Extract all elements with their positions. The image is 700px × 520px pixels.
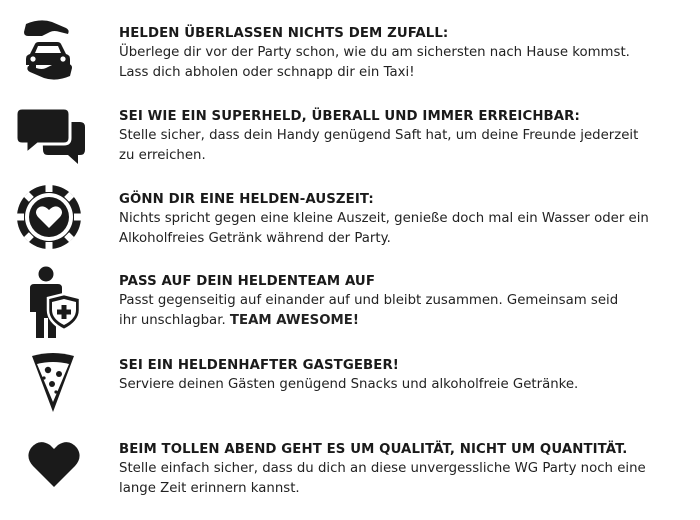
tip-1-body xyxy=(119,43,689,82)
heart-chip-icon xyxy=(16,184,82,250)
tip-4-line-1: Passt gegenseitig auf einander auf und bleibt zusammen. Gemeinsam seid xyxy=(119,293,619,308)
tip-5-body xyxy=(119,375,689,395)
tip-5-text xyxy=(119,356,689,395)
tip-3-text xyxy=(119,190,689,248)
tip-1-text xyxy=(119,24,689,82)
tip-4-title: PASS AUF DEIN HELDENTEAM AUF xyxy=(119,274,376,289)
tip-1-line-2: Lass dich abholen oder schnapp dir ein Taxi! xyxy=(119,64,415,80)
tip-2-line-1: Stelle sicher, dass dein Handy genügend Saft hat, um deine Freunde jederzeit xyxy=(119,128,639,143)
tip-1-line-1: Überlege dir vor der Party schon, wie du am sichersten nach Hause kommst. xyxy=(119,45,630,60)
tip-6-line-2: lange Zeit erinnern kannst. xyxy=(119,480,300,496)
tip-2-line-2: zu erreichen. xyxy=(119,147,206,163)
tip-3-line-1: Nichts spricht gegen eine kleine Auszeit, genieße doch mal ein Wasser oder ein xyxy=(119,211,649,226)
tip-4-text xyxy=(119,272,689,330)
tip-2-title: SEI WIE EIN SUPERHELD, ÜBERALL UND IMMER ERREICHBAR: xyxy=(119,109,580,124)
person-shield-icon xyxy=(30,266,82,340)
tip-4-line-2 xyxy=(119,311,689,331)
tip-1-title: HELDEN ÜBERLASSEN NICHTS DEM ZUFALL: xyxy=(119,26,449,41)
team-awesome-text: TEAM AWESOME! xyxy=(229,312,359,328)
tip-5-title: SEI EIN HELDENHAFTER GASTGEBER! xyxy=(119,358,399,373)
tip-4-line-2-text: ihr unschlagbar. xyxy=(119,312,230,328)
tip-3-line-2: Alkoholfreies Getränk während der Party. xyxy=(119,230,391,246)
chat-bubbles-icon xyxy=(16,106,86,166)
tip-5-line-1: Serviere deinen Gästen genügend Snacks und alkoholfreie Getränke. xyxy=(119,377,579,392)
tip-4-body xyxy=(119,291,689,330)
tip-3-body xyxy=(119,209,689,248)
tip-6-line-1: Stelle einfach sicher, dass du dich an diese unvergessliche WG Party noch eine xyxy=(119,461,646,476)
pizza-slice-icon xyxy=(28,352,78,414)
car-in-hands-icon xyxy=(20,18,76,82)
tip-6-text xyxy=(119,440,689,498)
heart-icon xyxy=(28,440,80,488)
tip-6-title: BEIM TOLLEN ABEND GEHT ES UM QUALITÄT, NICHT UM QUANTITÄT. xyxy=(119,442,628,457)
tip-3-title: GÖNN DIR EINE HELDEN-AUSZEIT: xyxy=(119,192,374,207)
tip-2-body xyxy=(119,126,689,165)
tip-6-body xyxy=(119,459,689,498)
tip-2-text xyxy=(119,107,689,165)
